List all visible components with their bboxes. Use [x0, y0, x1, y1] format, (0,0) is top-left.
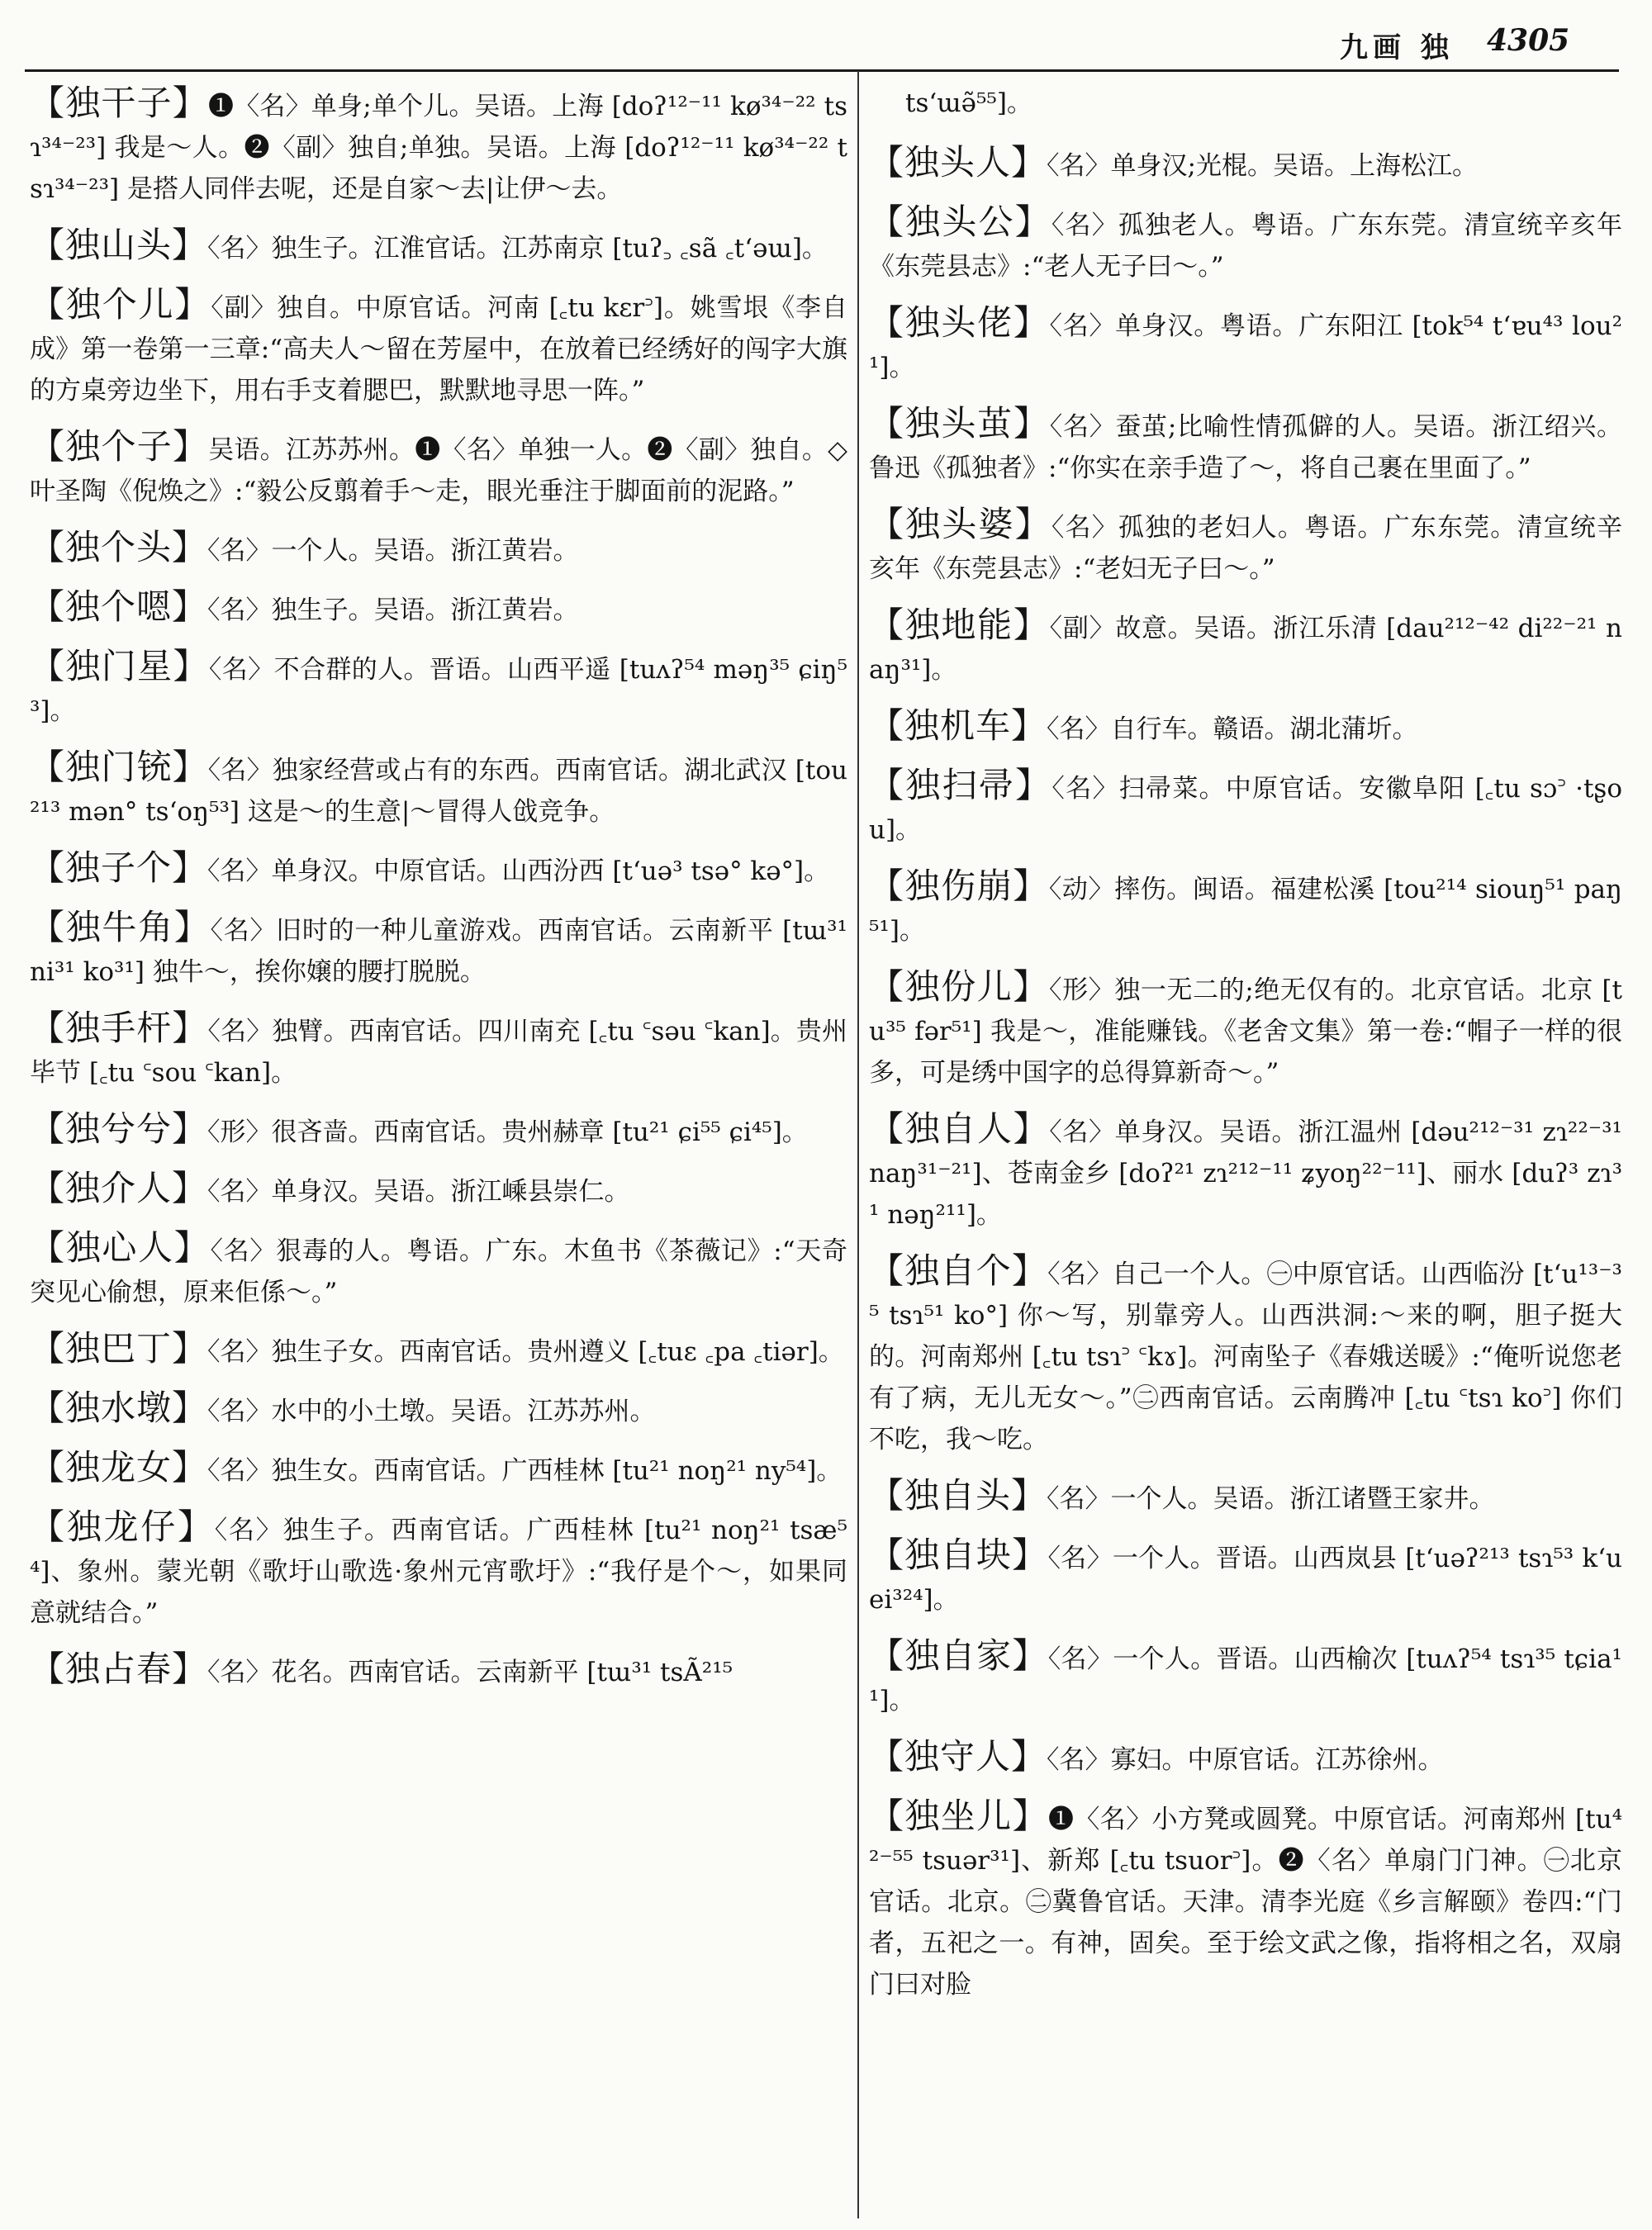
entry-headword: 【独头茧】 — [869, 403, 1050, 444]
entry-definition: 〈名〉独家经营或占有的东西。西南官话。湖北武汉 [tou²¹³ mən° tsʻoŋ⁵³] 这是～的生意|～冒得人戗竞争。 — [30, 756, 847, 827]
dictionary-entry — [869, 605, 1622, 690]
dictionary-entry — [869, 866, 1622, 951]
dictionary-entry — [30, 426, 847, 512]
entry-headword: 【独个儿】 — [30, 284, 211, 325]
section-title: 九画 独 — [1340, 31, 1454, 64]
entry-headword: 【独机车】 — [869, 705, 1047, 746]
entry-definition: 〈名〉孤独的老妇人。粤语。广东东莞。清宣统辛亥年《东莞县志》:“老妇无子曰～。” — [869, 513, 1622, 584]
entry-headword: 【独坐儿】 — [869, 1796, 1048, 1836]
entry-headword: 【独手杆】 — [30, 1008, 208, 1048]
entry-definition: 〈名〉单身汉。吴语。浙江嵊县崇仁。 — [207, 1177, 630, 1207]
entry-headword: 【独个子】 — [30, 426, 209, 467]
dictionary-entry — [30, 1649, 847, 1693]
dictionary-entry — [30, 747, 847, 833]
entry-headword: 【独门铳】 — [30, 747, 208, 787]
entry-definition: 〈名〉狠毒的人。粤语。广东。木鱼书《茶薇记》:“天奇突见心偷想，原来佢係～。” — [30, 1236, 847, 1307]
header-rule — [25, 69, 1619, 72]
dictionary-entry — [30, 1108, 847, 1153]
entry-definition: 〈副〉独自。中原官话。河南 [꜀tu kɛr꜄]。姚雪垠《李自成》第一卷第一三章:“高夫人～留在芳屋中，在放着已经绣好的闯字大旗的方桌旁边坐下，用右手支着腮巴，默默地寻思一阵。” — [30, 293, 847, 406]
entry-definition: 〈名〉扫帚菜。中原官话。安徽阜阳 [꜀tu sɔ꜄ ·tʂou]。 — [869, 774, 1622, 845]
entry-definition: 〈名〉单身汉;光棍。吴语。上海松江。 — [1047, 151, 1478, 181]
dictionary-entry — [30, 83, 847, 210]
dictionary-entry — [869, 202, 1622, 287]
entry-headword: 【独龙女】 — [30, 1447, 208, 1487]
dictionary-entry — [30, 907, 847, 993]
dictionary-entry — [869, 765, 1622, 851]
entry-headword: 【独个头】 — [30, 527, 208, 567]
dictionary-entry — [869, 403, 1622, 489]
entry-definition: 〈名〉花名。西南官话。云南新平 [tɯ³¹ tsÃ²¹⁵ — [207, 1658, 733, 1687]
entry-definition: 〈名〉独生子女。西南官话。贵州遵义 [꜀tuɛ ꜀pa ꜀tiər]。 — [207, 1337, 844, 1367]
entry-headword: 【独干子】 — [30, 83, 208, 123]
entry-definition: 〈名〉一个人。晋语。山西岚县 [tʻuəʔ²¹³ tsɿ⁵³ kʻuei³²⁴]。 — [869, 1544, 1622, 1615]
entry-headword: 【独头人】 — [869, 142, 1047, 183]
entry-headword: 【独兮兮】 — [30, 1108, 208, 1149]
entry-definition: 〈名〉蚕茧;比喻性情孤僻的人。吴语。浙江绍兴。鲁迅《孤独者》:“你实在亲手造了～，将自己裹在里面了。” — [869, 412, 1622, 483]
dictionary-entry — [869, 1736, 1622, 1781]
entry-definition: 〈名〉单身汉。吴语。浙江温州 [dəu²¹²⁻³¹ zɿ²²⁻³¹ naŋ³¹⁻²¹]、苍南金乡 [doʔ²¹ zɿ²¹²⁻¹¹ ʑyoŋ²²⁻¹¹]、丽水 [duʔ³ zɿ³¹ nəŋ²¹¹]。 — [869, 1117, 1622, 1230]
entry-definition: 吴语。江苏苏州。❶〈名〉单独一人。❷〈副〉独自。◇叶圣陶《倪焕之》:“毅公反翦着手～走，眼光垂注于脚面前的泥路。” — [30, 435, 847, 506]
dictionary-entry — [30, 586, 847, 631]
entry-definition: 〈名〉不合群的人。晋语。山西平遥 [tuʌʔ⁵⁴ məŋ³⁵ ɕiŋ⁵³]。 — [30, 655, 847, 726]
entry-definition: 〈名〉单身汉。粤语。广东阳江 [tok⁵⁴ tʻɐu⁴³ lou²¹]。 — [869, 311, 1622, 382]
dictionary-entry — [869, 1635, 1622, 1721]
entry-headword: 【独山头】 — [30, 225, 208, 265]
dictionary-entry — [869, 1108, 1622, 1236]
dictionary-entry — [30, 1328, 847, 1373]
entry-headword: 【独自家】 — [869, 1635, 1048, 1676]
dictionary-entry — [30, 1388, 847, 1432]
right-column — [869, 83, 1622, 2223]
dictionary-entry — [869, 1475, 1622, 1520]
dictionary-entry — [30, 1447, 847, 1492]
dictionary-entry — [869, 302, 1622, 388]
entry-headword: 【独份儿】 — [869, 966, 1049, 1007]
dictionary-entry — [30, 225, 847, 269]
continued-text: tsʻɯə̃⁵⁵]。 — [905, 88, 1032, 118]
dictionary-entry — [30, 847, 847, 892]
column-divider — [857, 71, 859, 2218]
entry-definition: 〈名〉独生子。江淮官话。江苏南京 [tuʔ꜆ ꜀sã ꜀tʻəɯ]。 — [207, 234, 828, 263]
dictionary-entry — [30, 646, 847, 732]
entry-headword: 【独自个】 — [869, 1250, 1048, 1291]
entry-headword: 【独扫帚】 — [869, 765, 1052, 805]
entry-definition: 〈名〉一个人。晋语。山西榆次 [tuʌʔ⁵⁴ tsɿ³⁵ tɕia¹¹]。 — [869, 1644, 1622, 1715]
entry-definition: 〈名〉寡妇。中原官话。江苏徐州。 — [1047, 1745, 1444, 1775]
dictionary-entry — [869, 705, 1622, 750]
dictionary-entry — [30, 1227, 847, 1313]
entry-headword: 【独头公】 — [869, 202, 1051, 242]
entry-headword: 【独守人】 — [869, 1736, 1047, 1777]
entry-definition: 〈名〉孤独老人。粤语。广东东莞。清宣统辛亥年《东莞县志》:“老人无子曰～。” — [869, 211, 1622, 282]
dictionary-entry — [869, 1796, 1622, 2005]
entry-headword: 【独头佬】 — [869, 302, 1050, 343]
entry-definition: 〈名〉独生子。西南官话。广西桂林 [tu²¹ noŋ²¹ tsæ⁵⁴]、象州。蒙光朝《歌圩山歌选·象州元宵歌圩》:“我仔是个～，如果同意就结合。” — [30, 1516, 847, 1628]
entry-headword: 【独占春】 — [30, 1649, 208, 1689]
left-column — [30, 83, 847, 2223]
entry-definition: 〈名〉水中的小土墩。吴语。江苏苏州。 — [207, 1397, 656, 1426]
entry-definition: 〈名〉自己一个人。㊀中原官话。山西临汾 [tʻu¹³⁻³⁵ tsɿ⁵¹ ko°] 你～写，别靠旁人。山西洪洞:～来的啊，胆子挺大的。河南郑州 [꜀tu tsɿ꜄ ꜂kɤ]。河南坠子《春娥送暖》:“俺听说您老有了病，无儿无女～。”㊁西南官话。云南腾冲 [꜀tu ꜂tsɿ ko꜄] 你们不吃，我～吃。 — [869, 1260, 1622, 1454]
entry-headword: 【独介人】 — [30, 1168, 208, 1208]
entry-headword: 【独伤崩】 — [869, 866, 1049, 906]
entry-headword: 【独牛角】 — [30, 907, 211, 947]
entry-headword: 【独自头】 — [869, 1475, 1047, 1516]
entry-headword: 【独地能】 — [869, 605, 1050, 645]
entry-definition: 〈名〉旧时的一种儿童游戏。西南官话。云南新平 [tɯ³¹ ni³¹ ko³¹] 独牛～，挨你嬢的腰打脱脱。 — [30, 916, 847, 987]
entry-headword: 【独头婆】 — [869, 504, 1051, 544]
entry-definition: 〈名〉一个人。吴语。浙江诸暨王家井。 — [1047, 1484, 1495, 1514]
entry-headword: 【独龙仔】 — [30, 1506, 215, 1547]
dictionary-entry — [869, 966, 1622, 1094]
dictionary-entry — [869, 1535, 1622, 1620]
entry-definition: 〈动〉摔伤。闽语。福建松溪 [tou²¹⁴ siouŋ⁵¹ paŋ⁵¹]。 — [869, 875, 1622, 946]
entry-headword: 【独水墩】 — [30, 1388, 208, 1428]
entry-headword: 【独自块】 — [869, 1535, 1048, 1575]
entry-definition: ❶〈名〉小方凳或圆凳。中原官话。河南郑州 [tu⁴²⁻⁵⁵ tsuər³¹]、新郑 [꜀tu tsuor꜄]。❷〈名〉单扇门门神。㊀北京官话。北京。㊁冀鲁官话。天津。清李光庭《乡言解颐》卷四:“门者，五祀之一。有神，固矣。至于绘文武之像，指将相之名，双扇门曰对脸 — [869, 1805, 1622, 2000]
entry-definition: 〈名〉独臂。西南官话。四川南充 [꜀tu ꜂səu ꜂kan]。贵州毕节 [꜀tu ꜂sou ꜂kan]。 — [30, 1017, 847, 1088]
entry-definition: 〈名〉自行车。赣语。湖北蒲圻。 — [1047, 714, 1418, 744]
entry-definition: 〈形〉独一无二的;绝无仅有的。北京官话。北京 [tu³⁵ fər⁵¹] 我是～，准能赚钱。《老舍文集》第一卷:“帽子一样的很多，可是绣中国字的总得算新奇～。” — [869, 975, 1622, 1088]
dictionary-entry — [30, 1008, 847, 1094]
page-header — [0, 0, 1652, 71]
dictionary-entry — [30, 284, 847, 411]
entry-headword: 【独巴丁】 — [30, 1328, 208, 1369]
entry-definition: 〈名〉独生女。西南官话。广西桂林 [tu²¹ noŋ²¹ ny⁵⁴]。 — [207, 1456, 843, 1486]
entry-headword: 【独心人】 — [30, 1227, 211, 1268]
dictionary-entry — [30, 1506, 847, 1634]
entry-definition: 〈形〉很吝啬。西南官话。贵州赫章 [tu²¹ ɕi⁵⁵ ɕi⁴⁵]。 — [207, 1117, 808, 1147]
entry-definition: 〈名〉单身汉。中原官话。山西汾西 [tʻuə³ tsə° kə°]。 — [207, 856, 830, 886]
entry-definition: ❶〈名〉单身;单个儿。吴语。上海 [doʔ¹²⁻¹¹ kø³⁴⁻²² tsɿ³⁴⁻²³] 我是～人。❷〈副〉独自;单独。吴语。上海 [doʔ¹²⁻¹¹ kø³⁴⁻²² tsɿ³⁴⁻²³] 是搭人同伴去呢，还是自家～去|让伊～去。 — [30, 92, 847, 204]
dictionary-entry — [869, 1250, 1622, 1460]
dictionary-entry — [869, 142, 1622, 187]
page-number: 4305 — [1487, 23, 1570, 58]
entry-headword: 【独个嗯】 — [30, 586, 208, 627]
dictionary-entry — [869, 504, 1622, 590]
entry-headword: 【独子个】 — [30, 847, 208, 888]
dictionary-entry — [30, 527, 847, 572]
entry-definition: 〈副〉故意。吴语。浙江乐清 [dau²¹²⁻⁴² di²²⁻²¹ naŋ³¹]。 — [869, 614, 1622, 685]
dictionary-entry — [30, 1168, 847, 1212]
entry-headword: 【独门星】 — [30, 646, 209, 686]
entry-definition: 〈名〉一个人。吴语。浙江黄岩。 — [207, 536, 579, 566]
entry-definition: 〈名〉独生子。吴语。浙江黄岩。 — [207, 595, 579, 625]
entry-headword: 【独自人】 — [869, 1108, 1050, 1149]
